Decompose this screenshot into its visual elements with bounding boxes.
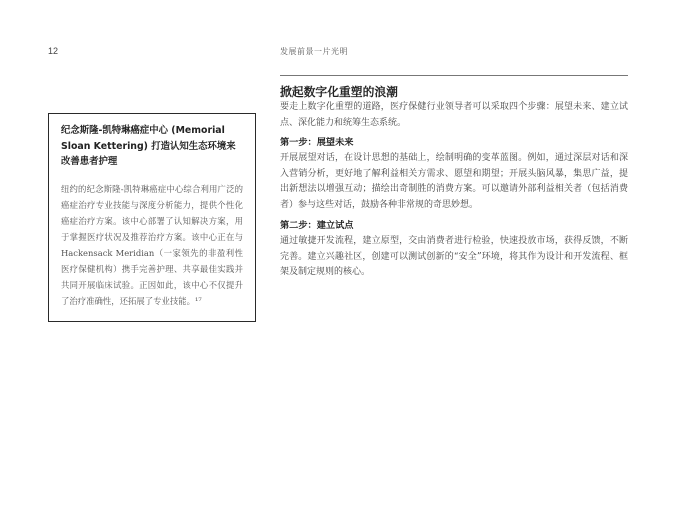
main-column	[280, 84, 628, 281]
running-header: 发展前景一片光明	[280, 47, 348, 56]
section-title: 掀起数字化重塑的浪潮	[280, 85, 398, 99]
step2-paragraph: 通过敏捷开发流程，建立原型，交由消费者进行检验，快速投放市场，获得反馈，不断完善。建立兴趣社区，创建可以测试创新的“安全”环境，将其作为设计和开发流程、框架及制定规则的核心。	[280, 236, 628, 277]
case-study-sidebar	[48, 113, 256, 322]
page-number: 12	[48, 46, 59, 56]
step1-paragraph: 开展展望对话，在设计思想的基础上，绘制明确的变革蓝图。例如，通过深层对话和深入营销分析，更好地了解利益相关方需求、愿望和期望；开展头脑风暴，集思广益，提出新想法以增强互动；描绘出奇制胜的消费方案。可以邀请外部利益相关者（包括消费者）参与这些对话，鼓励各种非常规的奇思妙想。	[280, 153, 628, 210]
sidebar-title: 纪念斯隆-凯特琳癌症中心 (Memorial Sloan Kettering) 打造认知生态环境来改善患者护理	[61, 125, 236, 167]
step1-heading: 第一步：展望未来	[280, 137, 354, 148]
sidebar-body: 纽约的纪念斯隆-凯特琳癌症中心综合利用广泛的癌症治疗专业技能与深度分析能力，提供个性化癌症治疗方案。该中心部署了认知解决方案，用于掌握医疗状况及推荐治疗方案。该中心正在与 Hackensack Meridian（一家领先的非盈利性医疗保健机构）携手完善护理、共享最佳实践并共同开展临床试验。正因如此，该中心不仅提升了治疗准确性，还拓展了专业技能。¹⁷	[61, 183, 243, 306]
intro-paragraph: 要走上数字化重塑的道路，医疗保健行业领导者可以采取四个步骤：展望未来、建立试点、深化能力和统筹生态系统。	[280, 102, 628, 128]
header-rule	[280, 75, 628, 76]
step2-heading: 第二步：建立试点	[280, 220, 354, 231]
